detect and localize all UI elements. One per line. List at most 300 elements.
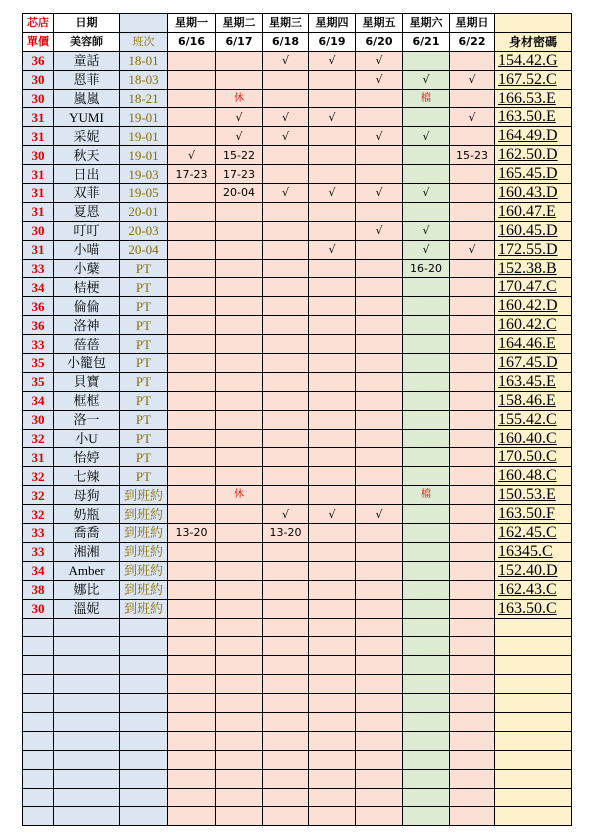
measurements-cell: 162.50.D bbox=[495, 146, 572, 165]
empty-cell bbox=[168, 731, 216, 750]
empty-cell bbox=[216, 750, 263, 769]
day-cell bbox=[168, 448, 216, 467]
day-cell bbox=[263, 467, 309, 486]
empty-cell bbox=[495, 731, 572, 750]
day-cell bbox=[309, 127, 356, 146]
day-cell bbox=[216, 505, 263, 524]
table-row bbox=[23, 184, 572, 203]
day-cell bbox=[356, 240, 403, 259]
day-cell bbox=[263, 259, 309, 278]
day-cell bbox=[168, 259, 216, 278]
day-cell bbox=[309, 89, 356, 108]
shift-cell: 19-01 bbox=[120, 146, 168, 165]
empty-cell bbox=[120, 675, 168, 694]
measurements-cell: 160.42.D bbox=[495, 297, 572, 316]
stylist-name-cell: 溫妮 bbox=[54, 599, 120, 618]
empty-cell bbox=[263, 750, 309, 769]
day-cell bbox=[356, 202, 403, 221]
day-cell bbox=[263, 297, 309, 316]
shift-cell: 19-03 bbox=[120, 165, 168, 184]
day-cell bbox=[403, 278, 450, 297]
day-cell bbox=[263, 240, 309, 259]
table-row bbox=[23, 486, 572, 505]
day-cell: 休 bbox=[216, 89, 263, 108]
empty-cell bbox=[263, 769, 309, 788]
measurements-cell: 164.46.E bbox=[495, 335, 572, 354]
shift-cell: PT bbox=[120, 429, 168, 448]
stylist-name-cell: 框框 bbox=[54, 391, 120, 410]
day-cell bbox=[216, 70, 263, 89]
day-cell bbox=[309, 524, 356, 543]
empty-cell bbox=[120, 637, 168, 656]
empty-cell bbox=[403, 769, 450, 788]
table-row bbox=[23, 89, 572, 108]
price-cell: 33 bbox=[23, 259, 54, 278]
day-cell bbox=[216, 354, 263, 373]
empty-cell bbox=[403, 731, 450, 750]
day-cell bbox=[216, 297, 263, 316]
day-cell bbox=[168, 202, 216, 221]
empty-cell bbox=[495, 694, 572, 713]
empty-cell bbox=[309, 769, 356, 788]
day-cell bbox=[450, 316, 495, 335]
empty-cell bbox=[309, 694, 356, 713]
empty-cell bbox=[495, 637, 572, 656]
weekday-fri: 星期五 bbox=[356, 14, 403, 33]
table-row bbox=[23, 259, 572, 278]
day-cell bbox=[168, 410, 216, 429]
day-cell bbox=[168, 561, 216, 580]
stylist-name-cell: 小U bbox=[54, 429, 120, 448]
empty-cell bbox=[356, 637, 403, 656]
day-cell bbox=[263, 70, 309, 89]
day-cell bbox=[216, 51, 263, 70]
day-cell bbox=[309, 391, 356, 410]
day-cell bbox=[309, 165, 356, 184]
empty-cell bbox=[263, 807, 309, 826]
day-cell bbox=[403, 429, 450, 448]
blank-row bbox=[23, 694, 572, 713]
day-cell: √ bbox=[309, 240, 356, 259]
date-label: 日期 bbox=[54, 14, 120, 33]
shift-label: 班次 bbox=[120, 32, 168, 51]
blank-row bbox=[23, 637, 572, 656]
table-row bbox=[23, 70, 572, 89]
day-cell bbox=[216, 391, 263, 410]
day-cell bbox=[403, 505, 450, 524]
price-cell: 30 bbox=[23, 70, 54, 89]
empty-cell bbox=[309, 750, 356, 769]
day-cell bbox=[356, 335, 403, 354]
weekday-mon: 星期一 bbox=[168, 14, 216, 33]
measurements-cell: 170.47.C bbox=[495, 278, 572, 297]
empty-cell bbox=[309, 807, 356, 826]
empty-cell bbox=[120, 807, 168, 826]
day-cell bbox=[216, 316, 263, 335]
blank-row bbox=[23, 712, 572, 731]
header-row-weekdays bbox=[23, 14, 572, 33]
price-cell: 33 bbox=[23, 542, 54, 561]
day-cell bbox=[356, 542, 403, 561]
day-cell bbox=[403, 108, 450, 127]
day-cell bbox=[356, 165, 403, 184]
day-cell bbox=[216, 202, 263, 221]
day-cell bbox=[263, 372, 309, 391]
day-cell: √ bbox=[356, 51, 403, 70]
empty-cell bbox=[450, 712, 495, 731]
blank-row bbox=[23, 675, 572, 694]
day-cell bbox=[450, 524, 495, 543]
price-cell: 32 bbox=[23, 429, 54, 448]
day-cell: √ bbox=[309, 108, 356, 127]
date-tue: 6/17 bbox=[216, 32, 263, 51]
day-cell bbox=[356, 372, 403, 391]
day-cell bbox=[403, 542, 450, 561]
stylist-name-cell: 怡婷 bbox=[54, 448, 120, 467]
day-cell bbox=[356, 524, 403, 543]
day-cell bbox=[403, 599, 450, 618]
empty-cell bbox=[216, 675, 263, 694]
empty-cell bbox=[168, 807, 216, 826]
day-cell bbox=[216, 448, 263, 467]
day-cell bbox=[263, 278, 309, 297]
price-cell: 33 bbox=[23, 524, 54, 543]
empty-cell bbox=[54, 731, 120, 750]
price-cell: 31 bbox=[23, 108, 54, 127]
table-row bbox=[23, 524, 572, 543]
day-cell: √ bbox=[403, 127, 450, 146]
day-cell bbox=[309, 70, 356, 89]
empty-cell bbox=[495, 656, 572, 675]
empty-cell bbox=[356, 788, 403, 807]
shift-cell: 20-03 bbox=[120, 221, 168, 240]
stylist-name-cell: 小喵 bbox=[54, 240, 120, 259]
measurements-cell: 152.40.D bbox=[495, 561, 572, 580]
day-cell: √ bbox=[216, 127, 263, 146]
day-cell bbox=[356, 259, 403, 278]
measurements-cell: 160.43.D bbox=[495, 184, 572, 203]
day-cell bbox=[263, 391, 309, 410]
blank-row bbox=[23, 788, 572, 807]
stylist-name-cell: 秋天 bbox=[54, 146, 120, 165]
measurements-cell: 167.45.D bbox=[495, 354, 572, 373]
price-cell: 34 bbox=[23, 278, 54, 297]
day-cell bbox=[403, 335, 450, 354]
day-cell bbox=[309, 221, 356, 240]
empty-cell bbox=[168, 675, 216, 694]
day-cell bbox=[216, 580, 263, 599]
day-cell bbox=[263, 89, 309, 108]
empty-cell bbox=[54, 637, 120, 656]
table-row bbox=[23, 429, 572, 448]
day-cell bbox=[309, 354, 356, 373]
table-row bbox=[23, 240, 572, 259]
empty-cell bbox=[309, 675, 356, 694]
empty-cell bbox=[168, 788, 216, 807]
blank-row bbox=[23, 769, 572, 788]
shift-cell: PT bbox=[120, 354, 168, 373]
day-cell bbox=[356, 391, 403, 410]
day-cell bbox=[263, 221, 309, 240]
empty-cell bbox=[216, 694, 263, 713]
price-cell: 32 bbox=[23, 505, 54, 524]
shift-cell: PT bbox=[120, 259, 168, 278]
day-cell bbox=[216, 467, 263, 486]
empty-cell bbox=[263, 712, 309, 731]
measurements-cell: 160.47.E bbox=[495, 202, 572, 221]
measurements-cell: 163.45.E bbox=[495, 372, 572, 391]
day-cell bbox=[309, 259, 356, 278]
day-cell bbox=[168, 221, 216, 240]
price-cell: 36 bbox=[23, 51, 54, 70]
day-cell bbox=[450, 335, 495, 354]
day-cell bbox=[356, 89, 403, 108]
date-mon: 6/16 bbox=[168, 32, 216, 51]
day-cell bbox=[263, 599, 309, 618]
price-cell: 31 bbox=[23, 202, 54, 221]
price-cell: 34 bbox=[23, 561, 54, 580]
day-cell: 20-04 bbox=[216, 184, 263, 203]
day-cell bbox=[216, 221, 263, 240]
empty-cell bbox=[450, 750, 495, 769]
day-cell bbox=[309, 542, 356, 561]
day-cell bbox=[356, 429, 403, 448]
empty-cell bbox=[216, 788, 263, 807]
price-cell: 36 bbox=[23, 297, 54, 316]
empty-cell bbox=[450, 637, 495, 656]
table-row bbox=[23, 561, 572, 580]
day-cell: √ bbox=[309, 184, 356, 203]
day-cell bbox=[216, 372, 263, 391]
day-cell: √ bbox=[403, 240, 450, 259]
day-cell bbox=[216, 240, 263, 259]
day-cell bbox=[168, 51, 216, 70]
day-cell: √ bbox=[263, 108, 309, 127]
empty-cell bbox=[403, 750, 450, 769]
price-cell: 31 bbox=[23, 240, 54, 259]
day-cell bbox=[168, 297, 216, 316]
day-cell bbox=[216, 599, 263, 618]
empty-cell bbox=[403, 807, 450, 826]
day-cell bbox=[309, 467, 356, 486]
day-cell bbox=[403, 580, 450, 599]
empty-cell bbox=[495, 675, 572, 694]
empty-cell bbox=[450, 769, 495, 788]
empty-cell bbox=[23, 694, 54, 713]
price-cell: 35 bbox=[23, 372, 54, 391]
price-cell: 34 bbox=[23, 391, 54, 410]
stylist-name-cell: 小籠包 bbox=[54, 354, 120, 373]
day-cell bbox=[450, 561, 495, 580]
day-cell bbox=[450, 542, 495, 561]
shift-cell: 18-03 bbox=[120, 70, 168, 89]
day-cell bbox=[263, 202, 309, 221]
day-cell bbox=[403, 372, 450, 391]
day-cell bbox=[263, 486, 309, 505]
shift-cell: 19-01 bbox=[120, 127, 168, 146]
day-cell bbox=[356, 410, 403, 429]
empty-cell bbox=[120, 788, 168, 807]
stylist-name-cell: 洛神 bbox=[54, 316, 120, 335]
empty-cell bbox=[356, 675, 403, 694]
day-cell bbox=[216, 429, 263, 448]
empty-cell bbox=[54, 807, 120, 826]
empty-cell bbox=[54, 656, 120, 675]
stylist-name-cell: 小蘖 bbox=[54, 259, 120, 278]
empty-cell bbox=[356, 750, 403, 769]
day-cell bbox=[356, 467, 403, 486]
day-cell bbox=[450, 221, 495, 240]
empty-cell bbox=[168, 712, 216, 731]
day-cell bbox=[168, 372, 216, 391]
table-row bbox=[23, 146, 572, 165]
day-cell bbox=[216, 335, 263, 354]
day-cell bbox=[309, 278, 356, 297]
day-cell bbox=[309, 580, 356, 599]
day-cell: √ bbox=[356, 184, 403, 203]
empty-cell bbox=[23, 656, 54, 675]
shift-cell: PT bbox=[120, 335, 168, 354]
day-cell bbox=[309, 429, 356, 448]
day-cell bbox=[168, 505, 216, 524]
empty-cell bbox=[216, 637, 263, 656]
day-cell bbox=[168, 240, 216, 259]
day-cell bbox=[450, 297, 495, 316]
day-cell: √ bbox=[263, 51, 309, 70]
empty-cell bbox=[495, 618, 572, 637]
empty-cell bbox=[263, 618, 309, 637]
day-cell bbox=[450, 184, 495, 203]
measurements-cell: 160.45.D bbox=[495, 221, 572, 240]
empty-cell bbox=[23, 618, 54, 637]
empty-cell bbox=[54, 675, 120, 694]
day-cell bbox=[263, 542, 309, 561]
empty-cell bbox=[495, 750, 572, 769]
day-cell bbox=[356, 599, 403, 618]
empty-cell bbox=[263, 694, 309, 713]
day-cell bbox=[403, 146, 450, 165]
day-cell bbox=[356, 297, 403, 316]
store-label: 芯店 bbox=[23, 14, 54, 33]
day-cell bbox=[403, 354, 450, 373]
empty-cell bbox=[23, 675, 54, 694]
measurements-cell: 158.46.E bbox=[495, 391, 572, 410]
empty-cell bbox=[356, 731, 403, 750]
price-cell: 30 bbox=[23, 410, 54, 429]
shift-cell: 到班約 bbox=[120, 561, 168, 580]
weekday-sun: 星期日 bbox=[450, 14, 495, 33]
day-cell bbox=[168, 391, 216, 410]
day-cell bbox=[450, 410, 495, 429]
measurements-cell: 163.50.E bbox=[495, 108, 572, 127]
day-cell: 15-22 bbox=[216, 146, 263, 165]
day-cell bbox=[403, 391, 450, 410]
price-cell: 30 bbox=[23, 146, 54, 165]
price-cell: 30 bbox=[23, 599, 54, 618]
empty-cell bbox=[356, 807, 403, 826]
weekday-sat: 星期六 bbox=[403, 14, 450, 33]
empty-cell bbox=[216, 618, 263, 637]
empty-cell bbox=[216, 656, 263, 675]
stylist-name-cell: 母狗 bbox=[54, 486, 120, 505]
shift-cell: PT bbox=[120, 278, 168, 297]
day-cell bbox=[450, 51, 495, 70]
day-cell: √ bbox=[403, 221, 450, 240]
price-label: 單價 bbox=[23, 32, 54, 51]
empty-cell bbox=[263, 731, 309, 750]
empty-cell bbox=[403, 675, 450, 694]
date-wed: 6/18 bbox=[263, 32, 309, 51]
empty-cell bbox=[168, 637, 216, 656]
shift-cell: 到班約 bbox=[120, 486, 168, 505]
day-cell: √ bbox=[356, 127, 403, 146]
empty-cell bbox=[168, 750, 216, 769]
empty-cell bbox=[356, 618, 403, 637]
day-cell: √ bbox=[403, 184, 450, 203]
day-cell bbox=[263, 429, 309, 448]
day-cell: √ bbox=[450, 108, 495, 127]
day-cell bbox=[450, 599, 495, 618]
day-cell bbox=[356, 448, 403, 467]
empty-cell bbox=[54, 694, 120, 713]
price-cell: 35 bbox=[23, 354, 54, 373]
day-cell bbox=[356, 561, 403, 580]
empty-cell bbox=[495, 769, 572, 788]
day-cell bbox=[168, 354, 216, 373]
day-cell bbox=[450, 127, 495, 146]
blank-row bbox=[23, 731, 572, 750]
empty-cell bbox=[403, 788, 450, 807]
stylist-name-cell: Amber bbox=[54, 561, 120, 580]
measurements-cell: 154.42.G bbox=[495, 51, 572, 70]
empty-cell bbox=[309, 712, 356, 731]
table-row bbox=[23, 202, 572, 221]
empty-cell bbox=[54, 712, 120, 731]
measurements-cell: 152.38.B bbox=[495, 259, 572, 278]
day-cell bbox=[403, 202, 450, 221]
day-cell bbox=[168, 467, 216, 486]
stylist-name-cell: 貝寶 bbox=[54, 372, 120, 391]
empty-cell bbox=[450, 807, 495, 826]
stylist-name-cell: 倫倫 bbox=[54, 297, 120, 316]
day-cell bbox=[450, 354, 495, 373]
table-row bbox=[23, 51, 572, 70]
day-cell bbox=[216, 561, 263, 580]
table-row bbox=[23, 599, 572, 618]
day-cell: √ bbox=[356, 505, 403, 524]
empty-cell bbox=[120, 769, 168, 788]
empty-cell bbox=[495, 712, 572, 731]
empty-cell bbox=[403, 712, 450, 731]
measurements-label: 身材密碼 bbox=[495, 32, 572, 51]
shift-header-blank bbox=[120, 14, 168, 33]
measurements-cell: 163.50.F bbox=[495, 505, 572, 524]
measurements-cell: 166.53.E bbox=[495, 89, 572, 108]
day-cell bbox=[168, 486, 216, 505]
day-cell bbox=[168, 580, 216, 599]
stylist-name-cell: 叮叮 bbox=[54, 221, 120, 240]
price-cell: 38 bbox=[23, 580, 54, 599]
price-cell: 32 bbox=[23, 467, 54, 486]
day-cell bbox=[450, 505, 495, 524]
table-row bbox=[23, 448, 572, 467]
price-cell: 33 bbox=[23, 335, 54, 354]
shift-cell: 到班約 bbox=[120, 524, 168, 543]
day-cell: 13-20 bbox=[168, 524, 216, 543]
measurements-cell: 160.42.C bbox=[495, 316, 572, 335]
day-cell: √ bbox=[450, 240, 495, 259]
shift-cell: 19-01 bbox=[120, 108, 168, 127]
